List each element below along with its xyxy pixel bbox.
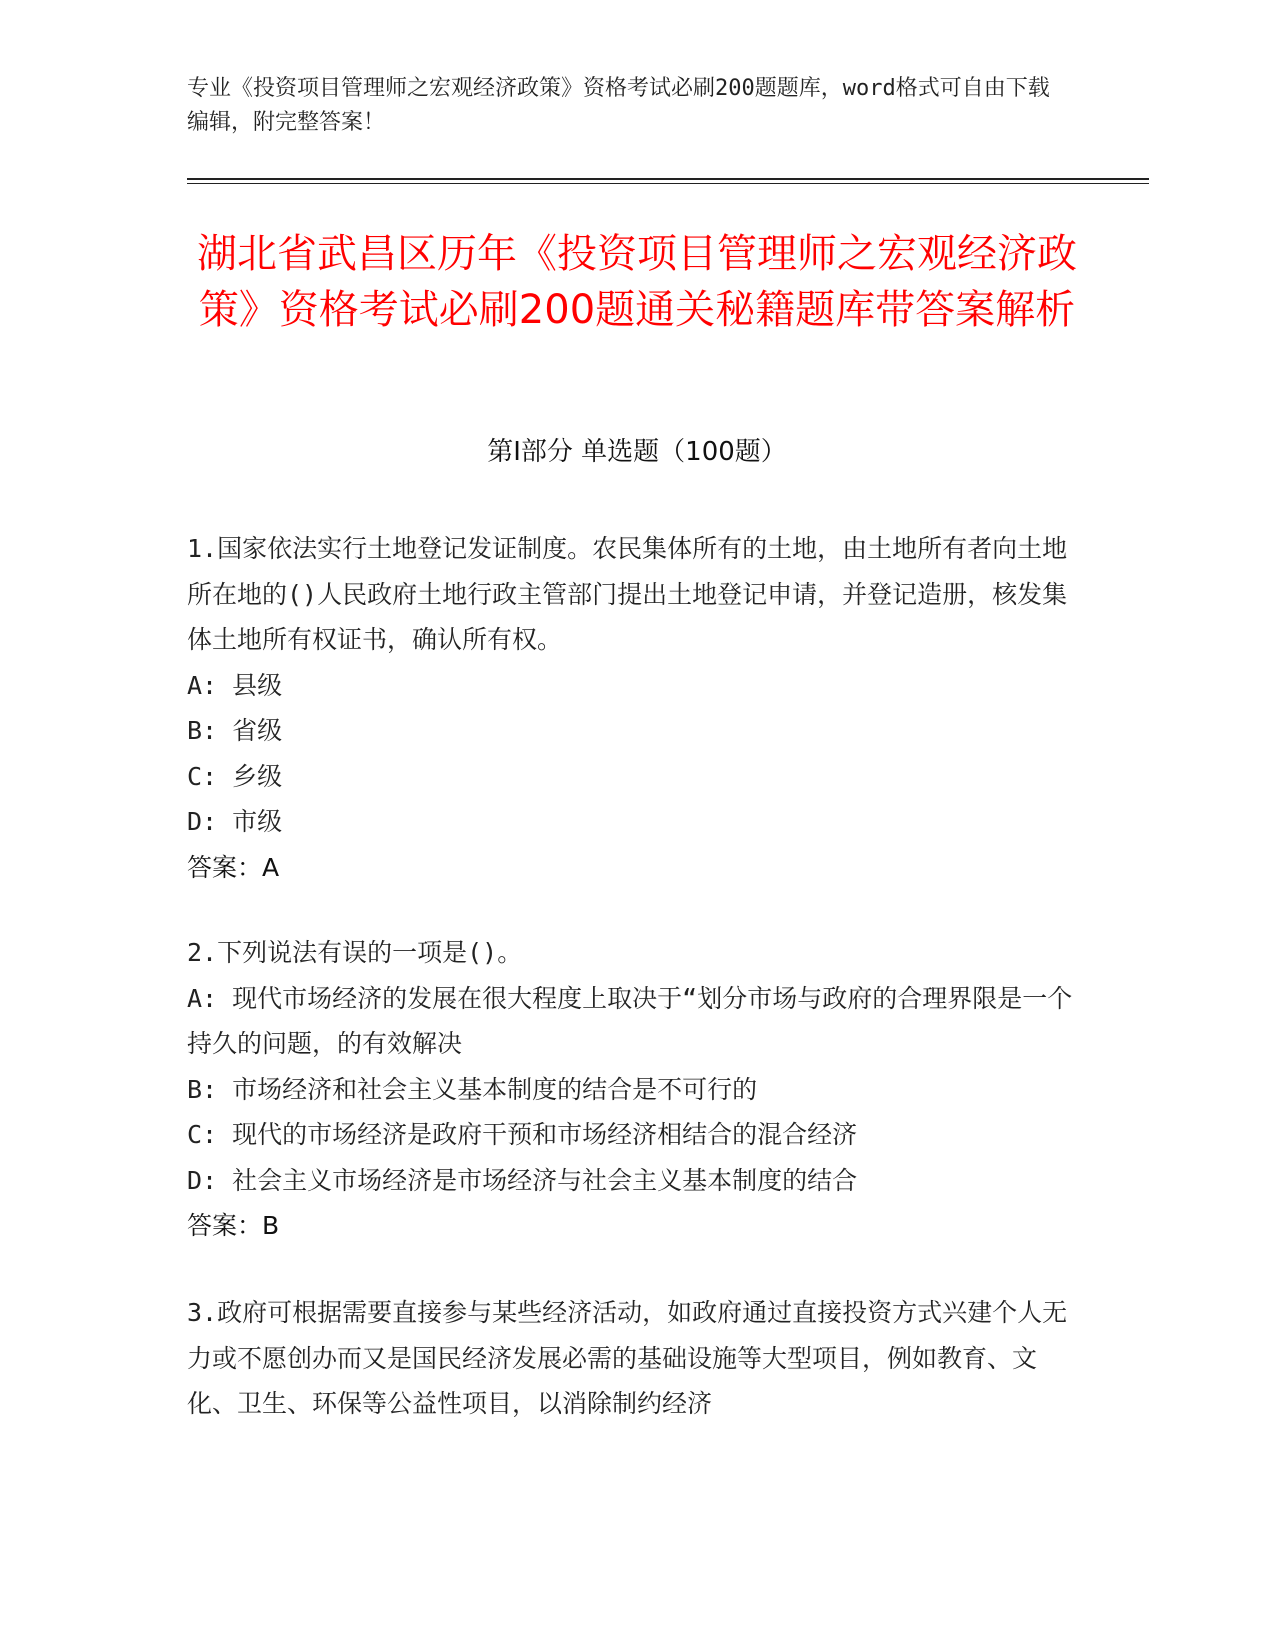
- header-rule-thick: [187, 178, 1149, 180]
- document-title: 湖北省武昌区历年《投资项目管理师之宏观经济政策》资格考试必刷200题通关秘籍题库带答案解析: [197, 231, 1077, 333]
- option-d: D: 社会主义市场经济是市场经济与社会主义基本制度的结合: [187, 1165, 858, 1195]
- header-rule-thin: [187, 183, 1149, 184]
- question-3: [187, 1290, 1077, 1427]
- question-stem: 2.下列说法有误的一项是()。: [187, 938, 523, 967]
- option-c: C: 乡级: [187, 761, 283, 791]
- option-a: A: 县级: [187, 670, 283, 700]
- option-a: A: 现代市场经济的发展在很大程度上取决于“划分市场与政府的合理界限是一个持久的问题，的有效解决: [187, 983, 1073, 1058]
- question-1: [187, 526, 1077, 890]
- option-b: B: 省级: [187, 716, 283, 745]
- option-c: C: 现代的市场经济是政府干预和市场经济相结合的混合经济: [187, 1120, 858, 1149]
- question-stem: 1.国家依法实行土地登记发证制度。农民集体所有的土地，由土地所有者向土地所在地的()人民政府土地行政主管部门提出土地登记申请，并登记造册，核发集体土地所有权证书，确认所有权。: [187, 534, 1068, 654]
- section-title: 第Ⅰ部分 单选题（100题）: [487, 437, 787, 467]
- option-d: D: 市级: [187, 807, 283, 836]
- answer: 答案：A: [187, 852, 280, 882]
- answer: 答案：B: [187, 1211, 280, 1240]
- question-2: [187, 930, 1077, 1249]
- header-note: 专业《投资项目管理师之宏观经济政策》资格考试必刷200题题库，word格式可自由下载编辑，附完整答案！: [187, 76, 1050, 135]
- option-b: B: 市场经济和社会主义基本制度的结合是不可行的: [187, 1074, 758, 1104]
- question-stem: 3.政府可根据需要直接参与某些经济活动，如政府通过直接投资方式兴建个人无力或不愿创办而又是国民经济发展必需的基础设施等大型项目，例如教育、文化、卫生、环保等公益性项目，以消除制约经济: [187, 1298, 1068, 1418]
